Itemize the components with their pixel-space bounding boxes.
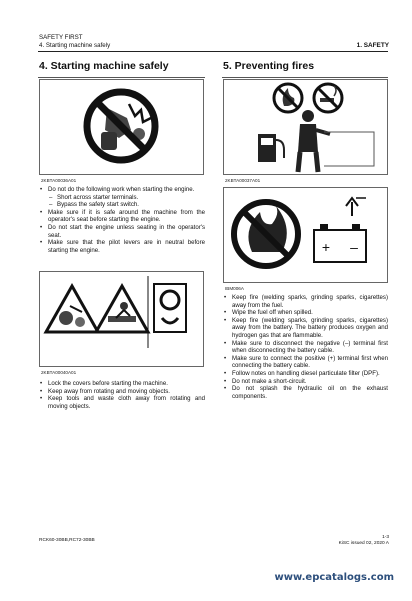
starter-prohibit-illustration bbox=[40, 80, 203, 174]
no-fire-icon bbox=[234, 202, 298, 266]
battery-fire-illustration bbox=[224, 188, 387, 282]
list-item: • Make sure if it is safe around the machine from the operator's seat before starting the engine. bbox=[39, 209, 205, 224]
list-item: • Make sure to disconnect the negative (–) terminal first when disconnecting the battery cable. bbox=[223, 340, 388, 355]
machine-outline-icon bbox=[324, 132, 374, 166]
figure-rotating-parts-warning bbox=[39, 271, 204, 367]
starting-list bbox=[39, 186, 205, 254]
header-chapter-right: 1. SAFETY bbox=[356, 42, 389, 49]
figure1-caption: 2KBTA00036A01 bbox=[41, 178, 77, 183]
list-item: • Do not splash the hydraulic oil on the exhaust components. bbox=[223, 385, 388, 400]
person-refueling-icon bbox=[298, 110, 330, 172]
right-title-rule bbox=[222, 77, 388, 78]
figure3-caption: 2KBTA00037A01 bbox=[225, 178, 261, 183]
list-item: • Do not start the engine unless seating in the operator's seat. bbox=[39, 224, 205, 239]
list-item: • Make sure that the pilot levers are in neutral before starting the engine. bbox=[39, 239, 205, 254]
watermark-link[interactable]: www.epcatalogs.com bbox=[274, 572, 394, 583]
list-item: • Keep away from rotating and moving objects. bbox=[39, 388, 205, 396]
list-item: • Wipe the fuel off when spilled. bbox=[223, 309, 388, 317]
list-item: • Keep tools and waste cloth away from rotating and moving objects. bbox=[39, 395, 205, 410]
list-subitem: – Bypass the safety start switch. bbox=[39, 201, 205, 209]
warning-labels-illustration bbox=[40, 272, 203, 366]
header-chapter: SAFETY FIRST bbox=[39, 34, 83, 41]
right-section-title: 5. Preventing fires bbox=[223, 60, 315, 72]
footer-info bbox=[339, 535, 389, 548]
battery-icon bbox=[314, 224, 366, 262]
figure-fuel-fire-warning bbox=[223, 79, 388, 175]
no-flame-icon bbox=[274, 84, 302, 112]
spark-icon bbox=[346, 198, 366, 216]
svg-text:–: – bbox=[350, 239, 358, 255]
left-section-title: 4. Starting machine safely bbox=[39, 60, 169, 72]
read-manual-icon bbox=[154, 284, 186, 332]
figure4-caption: IBM006A bbox=[225, 286, 244, 291]
figure2-caption: 2KBTA00040A01 bbox=[41, 370, 77, 375]
figure-battery-fire-warning bbox=[223, 187, 388, 283]
footer-model: RCK60-30BB,RC72-30BB bbox=[39, 538, 95, 543]
list-subitem: – Short across starter terminals. bbox=[39, 194, 205, 202]
fuel-pump-icon bbox=[258, 134, 284, 162]
moving-objects-list bbox=[39, 380, 205, 410]
prohibit-icon bbox=[87, 92, 155, 160]
page-number: 1-3 bbox=[382, 535, 389, 540]
list-item: • Follow notes on handling diesel particulate filter (DPF). bbox=[223, 370, 388, 378]
running-header bbox=[39, 34, 110, 50]
list-item: • Do not make a short-circuit. bbox=[223, 378, 388, 386]
crush-warning-icon bbox=[96, 286, 148, 332]
list-item: • Do not do the following work when starting the engine. bbox=[39, 186, 205, 194]
list-item: • Lock the covers before starting the machine. bbox=[39, 380, 205, 388]
no-smoking-icon bbox=[314, 84, 342, 112]
fuel-fire-illustration bbox=[224, 80, 387, 174]
svg-text:+: + bbox=[321, 239, 331, 255]
list-item: • Make sure to connect the positive (+) terminal first when connecting the battery cable. bbox=[223, 355, 388, 370]
header-divider bbox=[38, 51, 388, 52]
figure-starter-warning bbox=[39, 79, 204, 175]
header-section: 4. Starting machine safely bbox=[39, 42, 111, 49]
list-item: • Keep fire (welding sparks, grinding sparks, cigarettes) away from the fuel. bbox=[223, 294, 388, 309]
entanglement-warning-icon bbox=[46, 286, 98, 332]
left-title-rule bbox=[38, 77, 205, 78]
fire-prevention-list bbox=[223, 294, 388, 400]
issue-note: KiSC issued 02, 2020 A bbox=[338, 541, 389, 547]
list-item: • Keep fire (welding sparks, grinding sparks, cigarettes) away from the battery. The battery produces oxygen and hydrogen gas that are flammable. bbox=[223, 317, 388, 340]
